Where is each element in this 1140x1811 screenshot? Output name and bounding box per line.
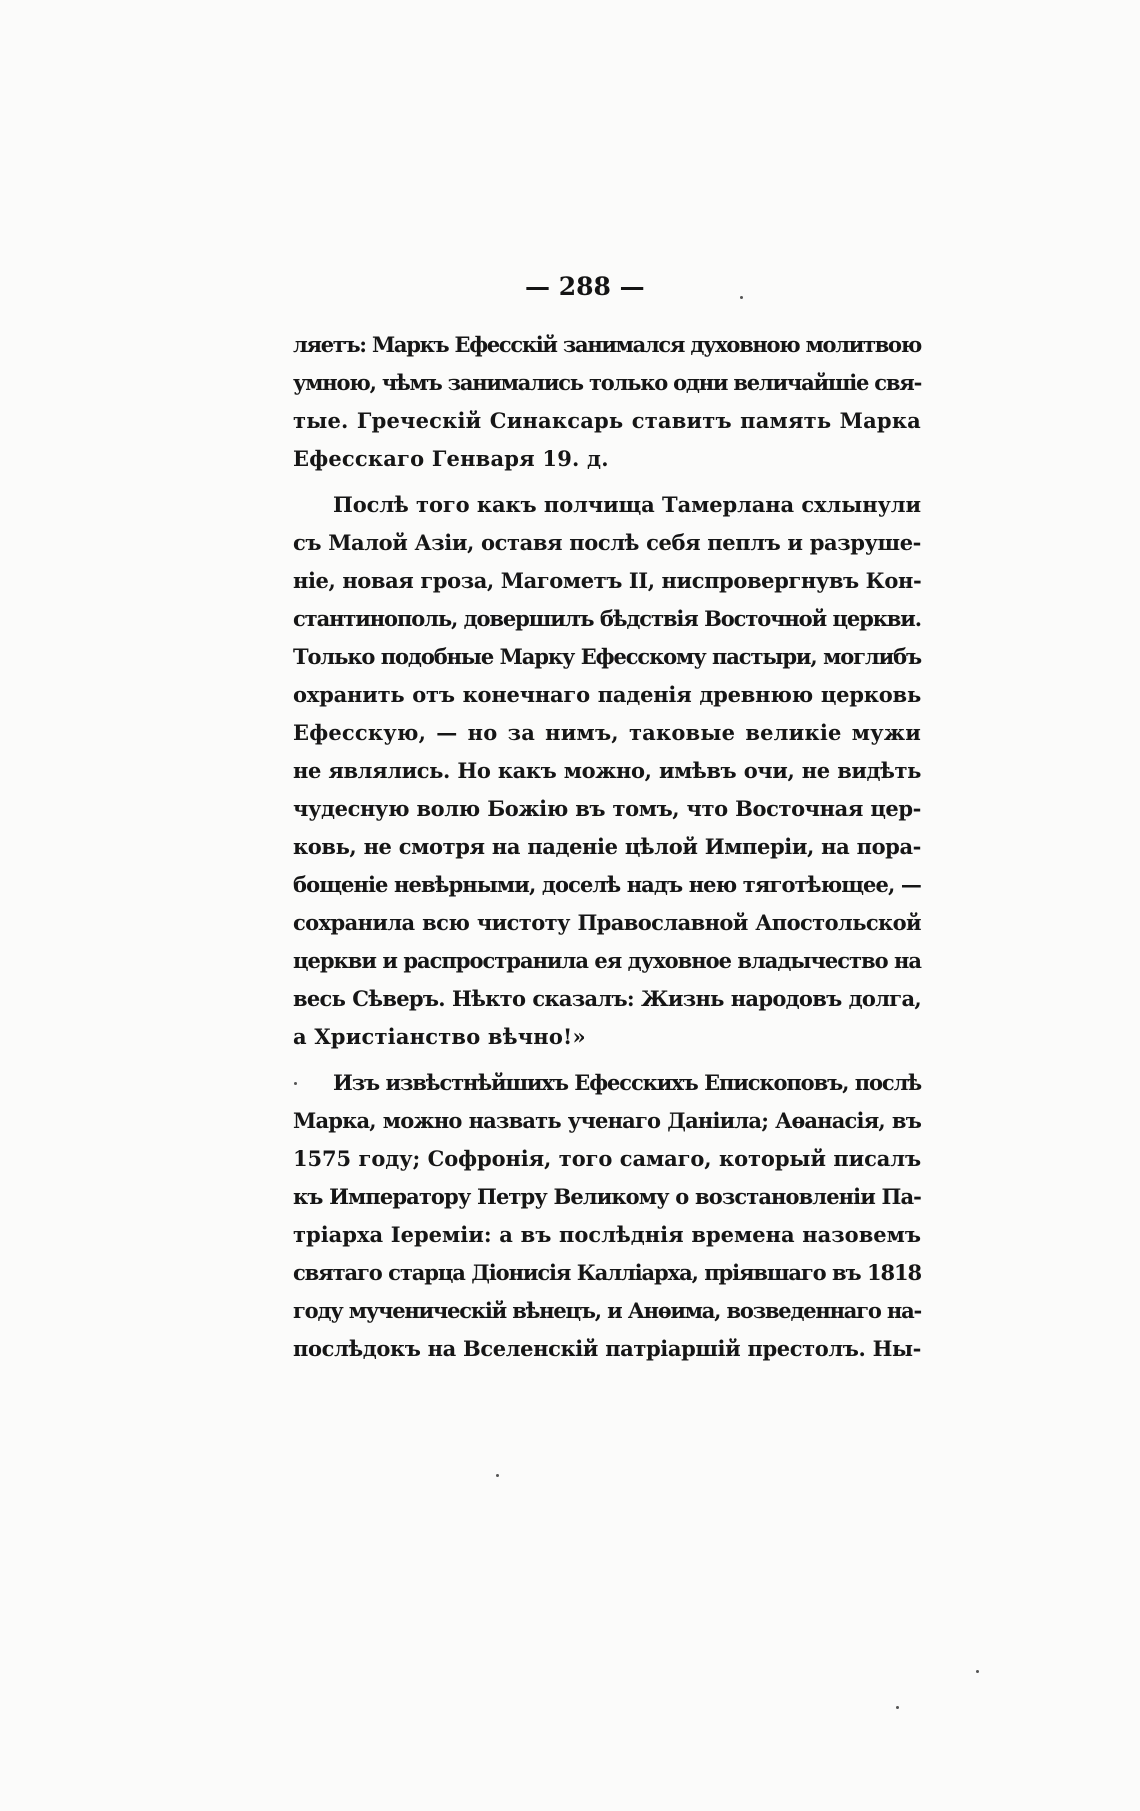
text-line: Ефесскую, — но за нимъ, таковые великіе мужи: [293, 720, 921, 745]
text-line: ніе, новая гроза, Магометъ II, ниспровергнувъ Кон-: [293, 568, 922, 593]
text-line: тые. Греческій Синаксарь ставитъ память Марка: [293, 408, 921, 433]
text-line: Ефесскаго Генваря 19. д.: [293, 446, 609, 471]
text-line: чудесную волю Божію въ томъ, что Восточная цер-: [293, 796, 921, 821]
text-line: ляетъ: Маркъ Ефесскій занимался духовною молитвою: [293, 332, 921, 357]
text-line: году мученическій вѣнецъ, и Анѳима, возведеннаго на-: [293, 1298, 921, 1323]
text-line: сохранила всю чистоту Православной Апостольской: [293, 910, 921, 935]
text-line: послѣдокъ на Вселенскій патріаршій престолъ. Ны-: [293, 1336, 921, 1361]
scan-speck: [294, 1082, 297, 1085]
text-line: весь Сѣверъ. Нѣкто сказалъ: Жизнь народовъ долга,: [293, 986, 921, 1011]
text-line: къ Императору Петру Великому о возстановленіи Па-: [293, 1184, 921, 1209]
text-line: Изъ извѣстнѣйшихъ Ефесскихъ Епископовъ, послѣ: [333, 1070, 921, 1095]
text-line: Послѣ того какъ полчища Тамерлана схлынули: [333, 492, 921, 517]
page-number: — 288 —: [525, 272, 645, 301]
text-line: Только подобные Марку Ефесскому пастыри, моглибъ: [293, 644, 921, 669]
text-line: 1575 году; Софронія, того самаго, который писалъ: [293, 1146, 921, 1171]
scan-speck: [740, 296, 743, 299]
text-line: умною, чѣмъ занимались только одни величайшіе свя-: [293, 370, 922, 395]
text-line: Марка, можно назвать ученаго Даніила; Аѳанасія, въ: [293, 1108, 921, 1133]
scan-speck: [496, 1474, 499, 1477]
text-line: святаго старца Діонисія Калліарха, пріявшаго въ 1818: [293, 1260, 921, 1285]
page-body: [293, 330, 921, 1410]
text-line: церкви и распространила ея духовное владычество на: [293, 948, 921, 973]
text-line: а Христіанство вѣчно!»: [293, 1024, 586, 1049]
text-line: ковь, не смотря на паденіе цѣлой Имперіи, на пора-: [293, 834, 921, 859]
text-line: бощеніе невѣрными, доселѣ надъ нею тяготѣющее, —: [293, 872, 921, 897]
text-line: стантинополь, довершилъ бѣдствія Восточной церкви.: [293, 606, 921, 631]
scan-speck: [976, 1670, 979, 1673]
scan-speck: [896, 1706, 899, 1709]
text-line: съ Малой Азіи, оставя послѣ себя пеплъ и разруше-: [293, 530, 921, 555]
text-line: тріарха Іереміи: а въ послѣднія времена назовемъ: [293, 1222, 921, 1247]
text-line: не являлись. Но какъ можно, имѣвъ очи, не видѣть: [293, 758, 921, 783]
text-line: охранить отъ конечнаго паденія древнюю церковь: [293, 682, 921, 707]
